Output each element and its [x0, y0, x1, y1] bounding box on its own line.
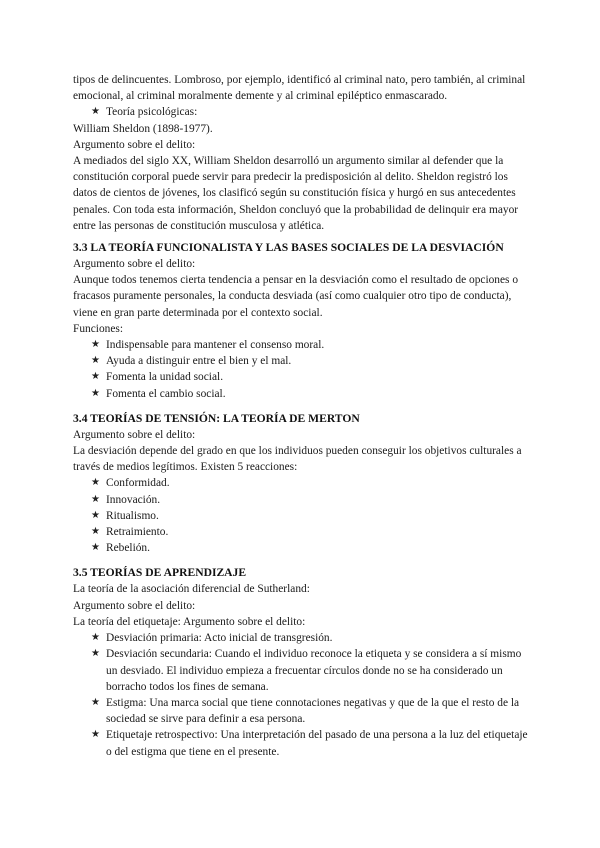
- sec35-line-3: La teoría del etiquetaje: Argumento sobre el delito:: [73, 615, 306, 628]
- list-item: ★ Ayuda a distinguir entre el bien y el mal.: [73, 353, 528, 369]
- star-icon: ★: [91, 355, 100, 367]
- list-item: ★ Fomenta la unidad social.: [73, 369, 528, 385]
- star-icon: ★: [91, 371, 100, 383]
- sec34-list: [73, 475, 528, 556]
- list-item: ★ Desviación secundaria: Cuando el individuo reconoce la etiqueta y se considera a sí mismo un desviado. El individuo empieza a frecuentar círculos donde no se ha considerado un borracho todos los fines de semana.: [73, 646, 528, 695]
- star-icon: ★: [91, 509, 100, 521]
- sec33-list: [73, 337, 528, 402]
- document-body: [73, 72, 528, 760]
- list-item: ★ Teoría psicológicas:: [73, 104, 528, 120]
- sec34-paragraph: La desviación depende del grado en que los individuos pueden conseguir los objetivos culturales a través de medios legítimos. Existen 5 reacciones:: [73, 445, 522, 474]
- list-item: ★ Indispensable para mantener el consenso moral.: [73, 337, 528, 353]
- sec34-arg-label: Argumento sobre el delito:: [73, 428, 196, 441]
- list-item: ★ Ritualismo.: [73, 508, 528, 524]
- section-heading-3-5: 3.5 TEORÍAS DE APRENDIZAJE: [73, 566, 247, 580]
- list-item: ★ Etiquetaje retrospectivo: Una interpretación del pasado de una persona a la luz del etiquetaje o del estigma que tiene en el presente.: [73, 727, 528, 759]
- sec33-arg-label: Argumento sobre el delito:: [73, 258, 196, 271]
- sec35-line-2: Argumento sobre el delito:: [73, 599, 196, 612]
- list-item: ★ Estigma: Una marca social que tiene connotaciones negativas y que de la que el resto de la sociedad se sirve para definir a esa persona.: [73, 695, 528, 727]
- star-icon: ★: [91, 493, 100, 505]
- sec33-paragraph: Aunque todos tenemos cierta tendencia a pensar en la desviación como el resultado de opciones o fracasos puramente personales, la conducta desviada (así como cualquier otro tipo de conducta), viene en gran parte determinada por el contexto social.: [73, 274, 519, 319]
- star-icon: ★: [91, 339, 100, 351]
- sec33-functions-label: Funciones:: [73, 322, 123, 335]
- star-icon: ★: [91, 696, 100, 708]
- list-item: ★ Retraimiento.: [73, 524, 528, 540]
- star-icon: ★: [91, 648, 100, 660]
- sec35-line-1: La teoría de la asociación diferencial de Sutherland:: [73, 583, 310, 596]
- psych-author: William Sheldon (1898-1977).: [73, 122, 213, 135]
- list-item: ★ Conformidad.: [73, 475, 528, 491]
- list-item: ★ Desviación primaria: Acto inicial de transgresión.: [73, 630, 528, 646]
- star-icon: ★: [91, 526, 100, 538]
- section-heading-3-4: 3.4 TEORÍAS DE TENSIÓN: LA TEORÍA DE MERTON: [73, 411, 360, 425]
- psych-arg-label: Argumento sobre el delito:: [73, 138, 196, 151]
- sec35-list: [73, 630, 528, 760]
- star-icon: ★: [91, 477, 100, 489]
- intro-paragraph: tipos de delincuentes. Lombroso, por ejemplo, identificó al criminal nato, pero también, al criminal emocional, al criminal moralmente demente y al criminal epiléptico enmascarado.: [73, 74, 526, 103]
- star-icon: ★: [91, 387, 100, 399]
- star-icon: ★: [91, 106, 100, 118]
- star-icon: ★: [91, 542, 100, 554]
- list-item: ★ Fomenta el cambio social.: [73, 386, 528, 402]
- section-heading-3-3: 3.3 LA TEORÍA FUNCIONALISTA Y LAS BASES SOCIALES DE LA DESVIACIÓN: [73, 241, 504, 255]
- star-icon: ★: [91, 729, 100, 741]
- list-item: ★ Rebelión.: [73, 540, 528, 556]
- psych-paragraph: A mediados del siglo XX, William Sheldon desarrolló un argumento similar al defender que la constitución corporal puede servir para predecir la predisposición al delito. Sheldon registró los datos de cientos de jóvenes, los clasificó según su constitución física y hurgó en sus antecedentes penales. Con toda esta información, Sheldon concluyó que la probabilidad de delinquir era mayor entre las personas de constitución musculosa y atlética.: [73, 155, 519, 232]
- star-icon: ★: [91, 632, 100, 644]
- list-item: ★ Innovación.: [73, 492, 528, 508]
- psych-list: [73, 104, 528, 120]
